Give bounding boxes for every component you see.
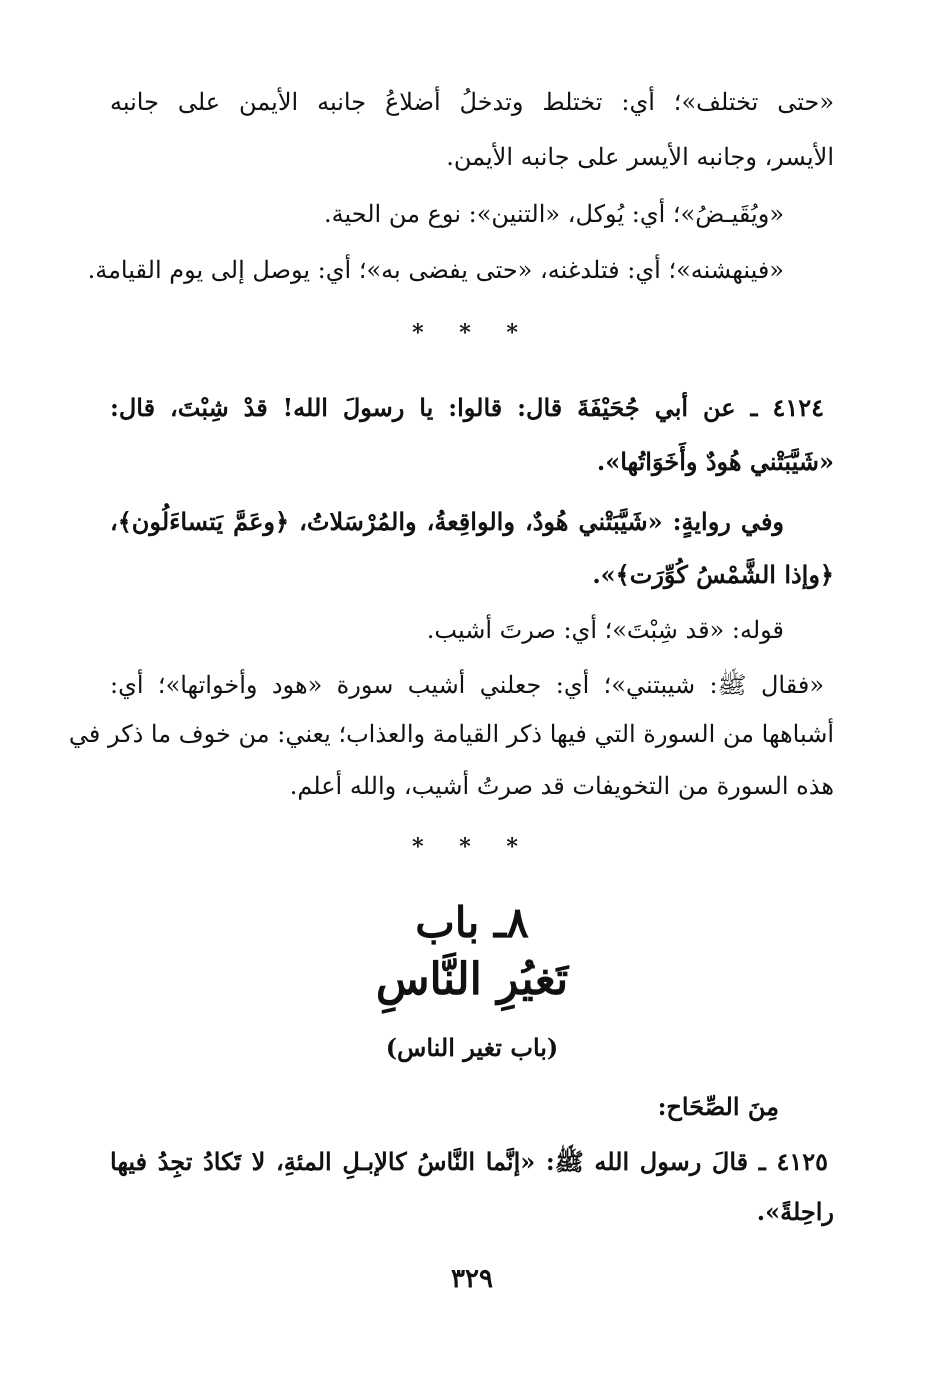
text-line: أشباهها من السورة التي فيها ذكر القيامة والعذاب؛ يعني: من خوف ما ذكر في	[68, 720, 834, 748]
text-line: «حتى تختلف»؛ أي: تختلط وتدخلُ أضلاعُ جانبه الأيمن على جانبه	[110, 88, 834, 116]
chapter-number: ٨ـ باب	[415, 898, 529, 947]
text-line: «ويُقَيـضُ»؛ أي: يُوكل، «التنين»: نوع من الحية.	[324, 200, 784, 228]
hadith-line: ٤١٢٥ ـ قالَ رسول الله ﷺ: «إنَّما النَّاسُ كالإبـلِ المئةِ، لا تَكادُ تجِدُ فيها	[110, 1147, 828, 1176]
hadith-line: راحِلةً».	[756, 1197, 834, 1226]
text-line: «فينهشنه»؛ أي: فتلدغنه، «حتى يفضى به»؛ أي: يوصل إلى يوم القيامة.	[87, 256, 784, 284]
page-number: ٣٢٩	[451, 1264, 493, 1294]
hadith-line: وفي روايةٍ: «شَيَّبَتْني هُودٌ، والواقِعةُ، والمُرْسَلاتُ، ﴿وعَمَّ يَتساءَلُون﴾،	[110, 507, 784, 536]
hadith-line: «شَيَّبَتْني هُودٌ وأَخَوَاتُها».	[596, 447, 834, 476]
hadith-line: ٤١٢٤ ـ عن أبي جُحَيْفَةَ قال: قالوا: يا رسولَ الله! قدْ شِبْتَ، قال:	[110, 393, 824, 422]
hadith-line: ﴿وإذا الشَّمْسُ كُوِّرَت﴾».	[592, 560, 834, 589]
chapter-subtitle: (باب تغير الناس)	[385, 1033, 559, 1062]
text-line: هذه السورة من التخويفات قد صرتُ أشيب، والله أعلم.	[289, 772, 834, 800]
section-separator: * * *	[412, 320, 532, 346]
section-separator: * * *	[412, 834, 532, 860]
text-line: الأيسر، وجانبه الأيسر على جانبه الأيمن.	[446, 143, 834, 171]
text-line: «فقال ﷺ: شيبتني»؛ أي: جعلني أشيب سورة «هود وأخواتها»؛ أي:	[110, 671, 824, 699]
chapter-title: تَغيُرِ النَّاسِ	[375, 954, 569, 1005]
section-heading: مِنَ الصِّحَاح:	[657, 1092, 779, 1121]
text-line: قوله: «قد شِبْتَ»؛ أي: صرتَ أشيب.	[426, 616, 784, 644]
